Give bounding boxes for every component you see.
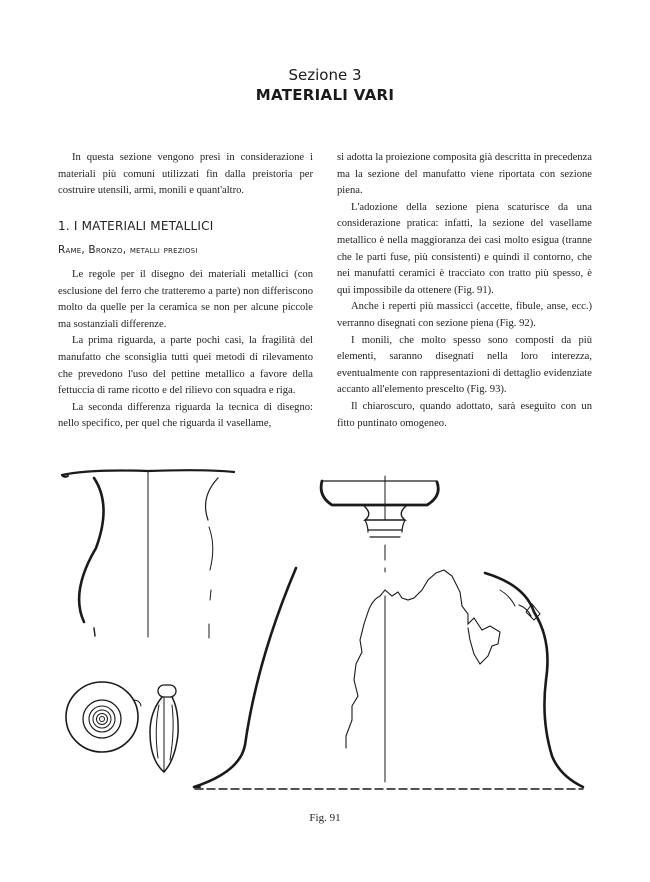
section-heading: 1. I MATERIALI METALLICI bbox=[58, 218, 214, 233]
body-paragraph: Il chiaroscuro, quando adottato, sarà eseguito con un fitto puntinato omogeneo. bbox=[337, 400, 592, 429]
body-paragraph: Le regole per il disegno dei materiali metallici (con esclusione del ferro che tratteremo a parte) non differiscono molto da quelle per la ceramica se non per alcune piccole ma sostanziali differenze. bbox=[58, 268, 313, 330]
body-paragraph: I monili, che molto spesso sono composti da più elementi, saranno disegnati nella loro interezza, eventualmente con rappresentazioni di dettaglio evidenziate accanto all'elemento prescelto (Fig. 93). bbox=[337, 334, 592, 396]
rim-vessel bbox=[321, 476, 438, 572]
bowl-plan-view bbox=[66, 682, 141, 752]
body-paragraph: La seconda differenza riguarda la tecnica di disegno: nello specifico, per quel che riguarda il vasellame, bbox=[58, 401, 313, 430]
subheading: Rame, Bronzo, metalli preziosi bbox=[58, 244, 198, 257]
fragment-vessel bbox=[195, 570, 583, 789]
handle-profile bbox=[150, 685, 178, 772]
body-paragraph: Anche i reperti più massicci (accette, fibule, anse, ecc.) verranno disegnati con sezione piena (Fig. 92). bbox=[337, 301, 592, 329]
body-paragraph: La prima riguarda, a parte pochi casi, la fragilità del manufatto che sconsiglia tutti quei metodi di rilevamento che prevedono l'uso del pettine metallico a favore della fettuccia di rame ricotto e del rilievo con squadra e riga. bbox=[58, 335, 313, 397]
section-label: Sezione 3 bbox=[288, 66, 362, 84]
figure-caption: Fig. 91 bbox=[309, 812, 341, 824]
left-vessel bbox=[62, 470, 234, 638]
intro-paragraph: In questa sezione vengono presi in considerazione i materiali più comuni utilizzati fin dalla preistoria per costruire utensili, armi, monili e quant'altro. bbox=[58, 152, 313, 197]
body-paragraph: si adotta la proiezione composita già descritta in precedenza ma la sezione del manufatto viene riportata con sezione piena. bbox=[337, 152, 592, 197]
body-paragraph: L'adozione della sezione piena scaturisce da una considerazione pratica: infatti, la sezione del vasellame metallico è nella maggioranza dei casi molto esigua (tranne che le parti fuse, più consistenti) e quindi il contorno, che nei manufatti ceramici è tracciato con tratto più spesso, è qui impossibile da ottenere (Fig. 91). bbox=[337, 201, 592, 296]
large-vessel-profile bbox=[194, 568, 296, 787]
section-title: MATERIALI VARI bbox=[255, 86, 395, 104]
